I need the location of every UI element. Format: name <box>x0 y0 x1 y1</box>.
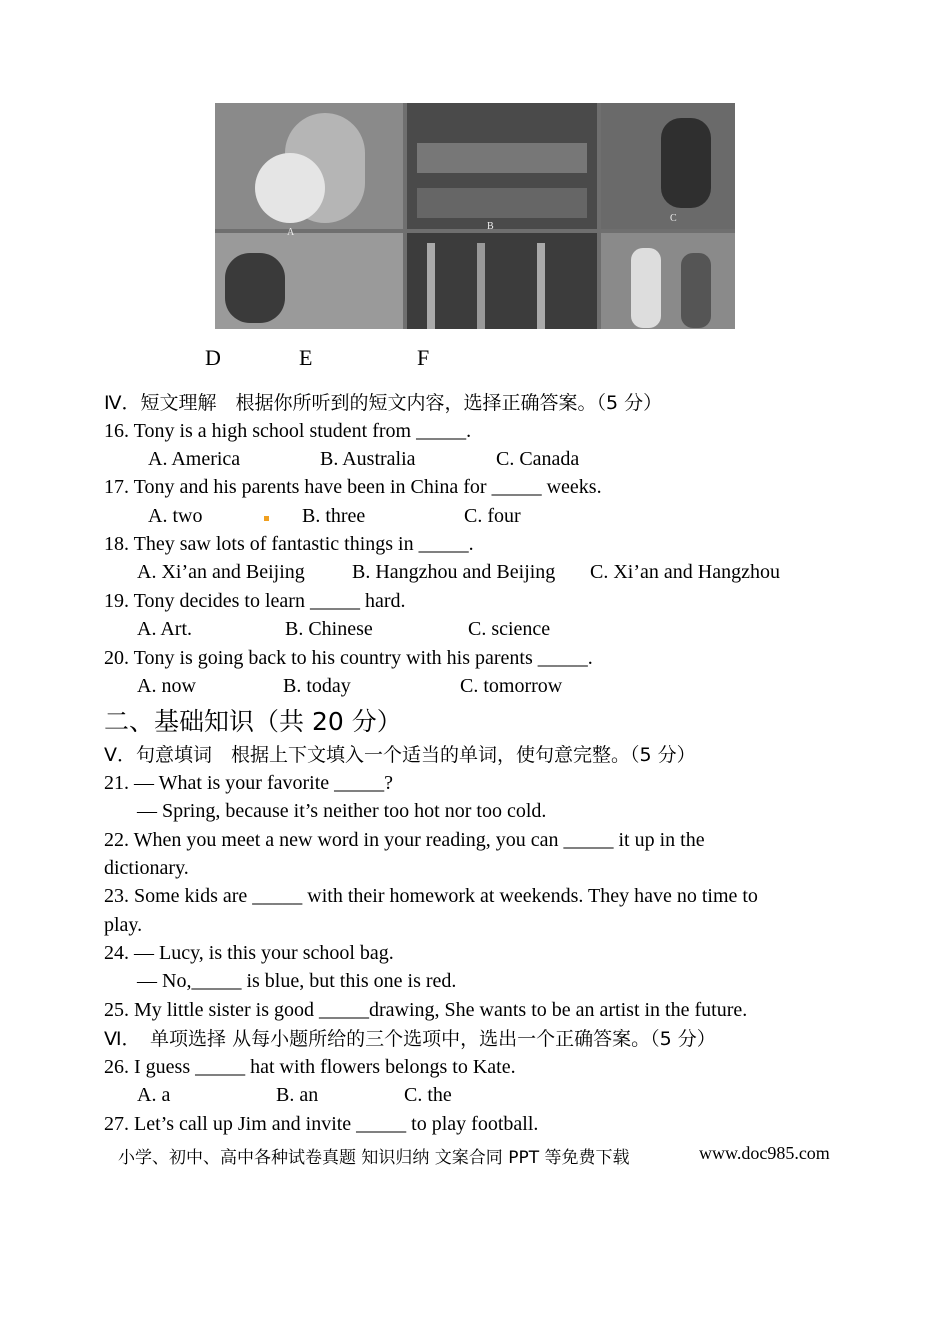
q17-option-b: B. three <box>302 505 366 527</box>
question-23: 23. Some kids are _____ with their homework at weekends. They have no time to <box>104 885 758 907</box>
q20-option-b: B. today <box>283 675 351 697</box>
orange-dot-mark <box>264 516 269 521</box>
question-24-answer: — No,_____ is blue, but this one is red. <box>137 970 457 992</box>
q19-option-c: C. science <box>468 618 551 640</box>
section-4-header: Ⅳ．短文理解 根据你所听到的短文内容，选择正确答案。（5 分） <box>104 392 663 414</box>
q26-option-a: A. a <box>137 1084 171 1106</box>
photo-girl-with-dog <box>215 103 403 229</box>
q18-option-a: A. Xi’an and Beijing <box>137 561 305 583</box>
question-22: 22. When you meet a new word in your reading, you can _____ it up in the <box>104 829 705 851</box>
question-20: 20. Tony is going back to his country with his parents _____. <box>104 647 593 669</box>
section-6-header: Ⅵ． 单项选择 从每小题所给的三个选项中，选出一个正确答案。（5 分） <box>104 1028 716 1050</box>
question-24: 24. — Lucy, is this your school bag. <box>104 942 394 964</box>
question-21: 21. — What is your favorite _____? <box>104 772 394 794</box>
exam-photo-grid <box>215 103 735 329</box>
question-19: 19. Tony decides to learn _____ hard. <box>104 590 406 612</box>
photo-dogs <box>215 233 403 329</box>
footer-website: www.doc985.com <box>699 1143 830 1163</box>
question-26: 26. I guess _____ hat with flowers belongs to Kate. <box>104 1056 516 1078</box>
q18-option-c: C. Xi’an and Hangzhou <box>590 561 780 583</box>
q19-option-b: B. Chinese <box>285 618 373 640</box>
q20-option-c: C. tomorrow <box>460 675 563 697</box>
q17-option-c: C. four <box>464 505 521 527</box>
question-27: 27. Let’s call up Jim and invite _____ to play football. <box>104 1113 539 1135</box>
q16-option-b: B. Australia <box>320 448 416 470</box>
label-e: E <box>299 345 313 370</box>
photo-students-group <box>601 233 735 329</box>
question-22-cont: dictionary. <box>104 857 189 879</box>
footer-left-text: 小学、初中、高中各种试卷真题 知识归纳 文案合同 PPT 等免费下载 <box>118 1148 630 1168</box>
q16-option-a: A. America <box>148 448 241 470</box>
photo-forest <box>407 233 597 329</box>
q16-option-c: C. Canada <box>496 448 580 470</box>
photo-computer-room <box>407 103 597 229</box>
photo-label-b: B <box>487 221 494 232</box>
q26-option-b: B. an <box>276 1084 319 1106</box>
q26-option-c: C. the <box>404 1084 452 1106</box>
label-d: D <box>205 345 221 370</box>
question-17: 17. Tony and his parents have been in China for _____ weeks. <box>104 476 602 498</box>
part-2-title: 二、基础知识（共 20 分） <box>104 707 402 736</box>
q19-option-a: A. Art. <box>137 618 192 640</box>
question-23-cont: play. <box>104 914 143 936</box>
section-5-header: Ⅴ．句意填词 根据上下文填入一个适当的单词，使句意完整。（5 分） <box>104 744 696 766</box>
q17-option-a: A. two <box>148 505 203 527</box>
q20-option-a: A. now <box>137 675 196 697</box>
label-f: F <box>417 345 430 370</box>
photo-label-c: C <box>670 213 677 224</box>
question-25: 25. My little sister is good _____drawing, She wants to be an artist in the future. <box>104 999 748 1021</box>
question-21-answer: — Spring, because it’s neither too hot nor too cold. <box>137 800 547 822</box>
photo-label-a: A <box>287 227 295 238</box>
photo-man-reading <box>601 103 735 229</box>
q18-option-b: B. Hangzhou and Beijing <box>352 561 556 583</box>
question-16: 16. Tony is a high school student from _____. <box>104 420 472 442</box>
question-18: 18. They saw lots of fantastic things in _____. <box>104 533 474 555</box>
